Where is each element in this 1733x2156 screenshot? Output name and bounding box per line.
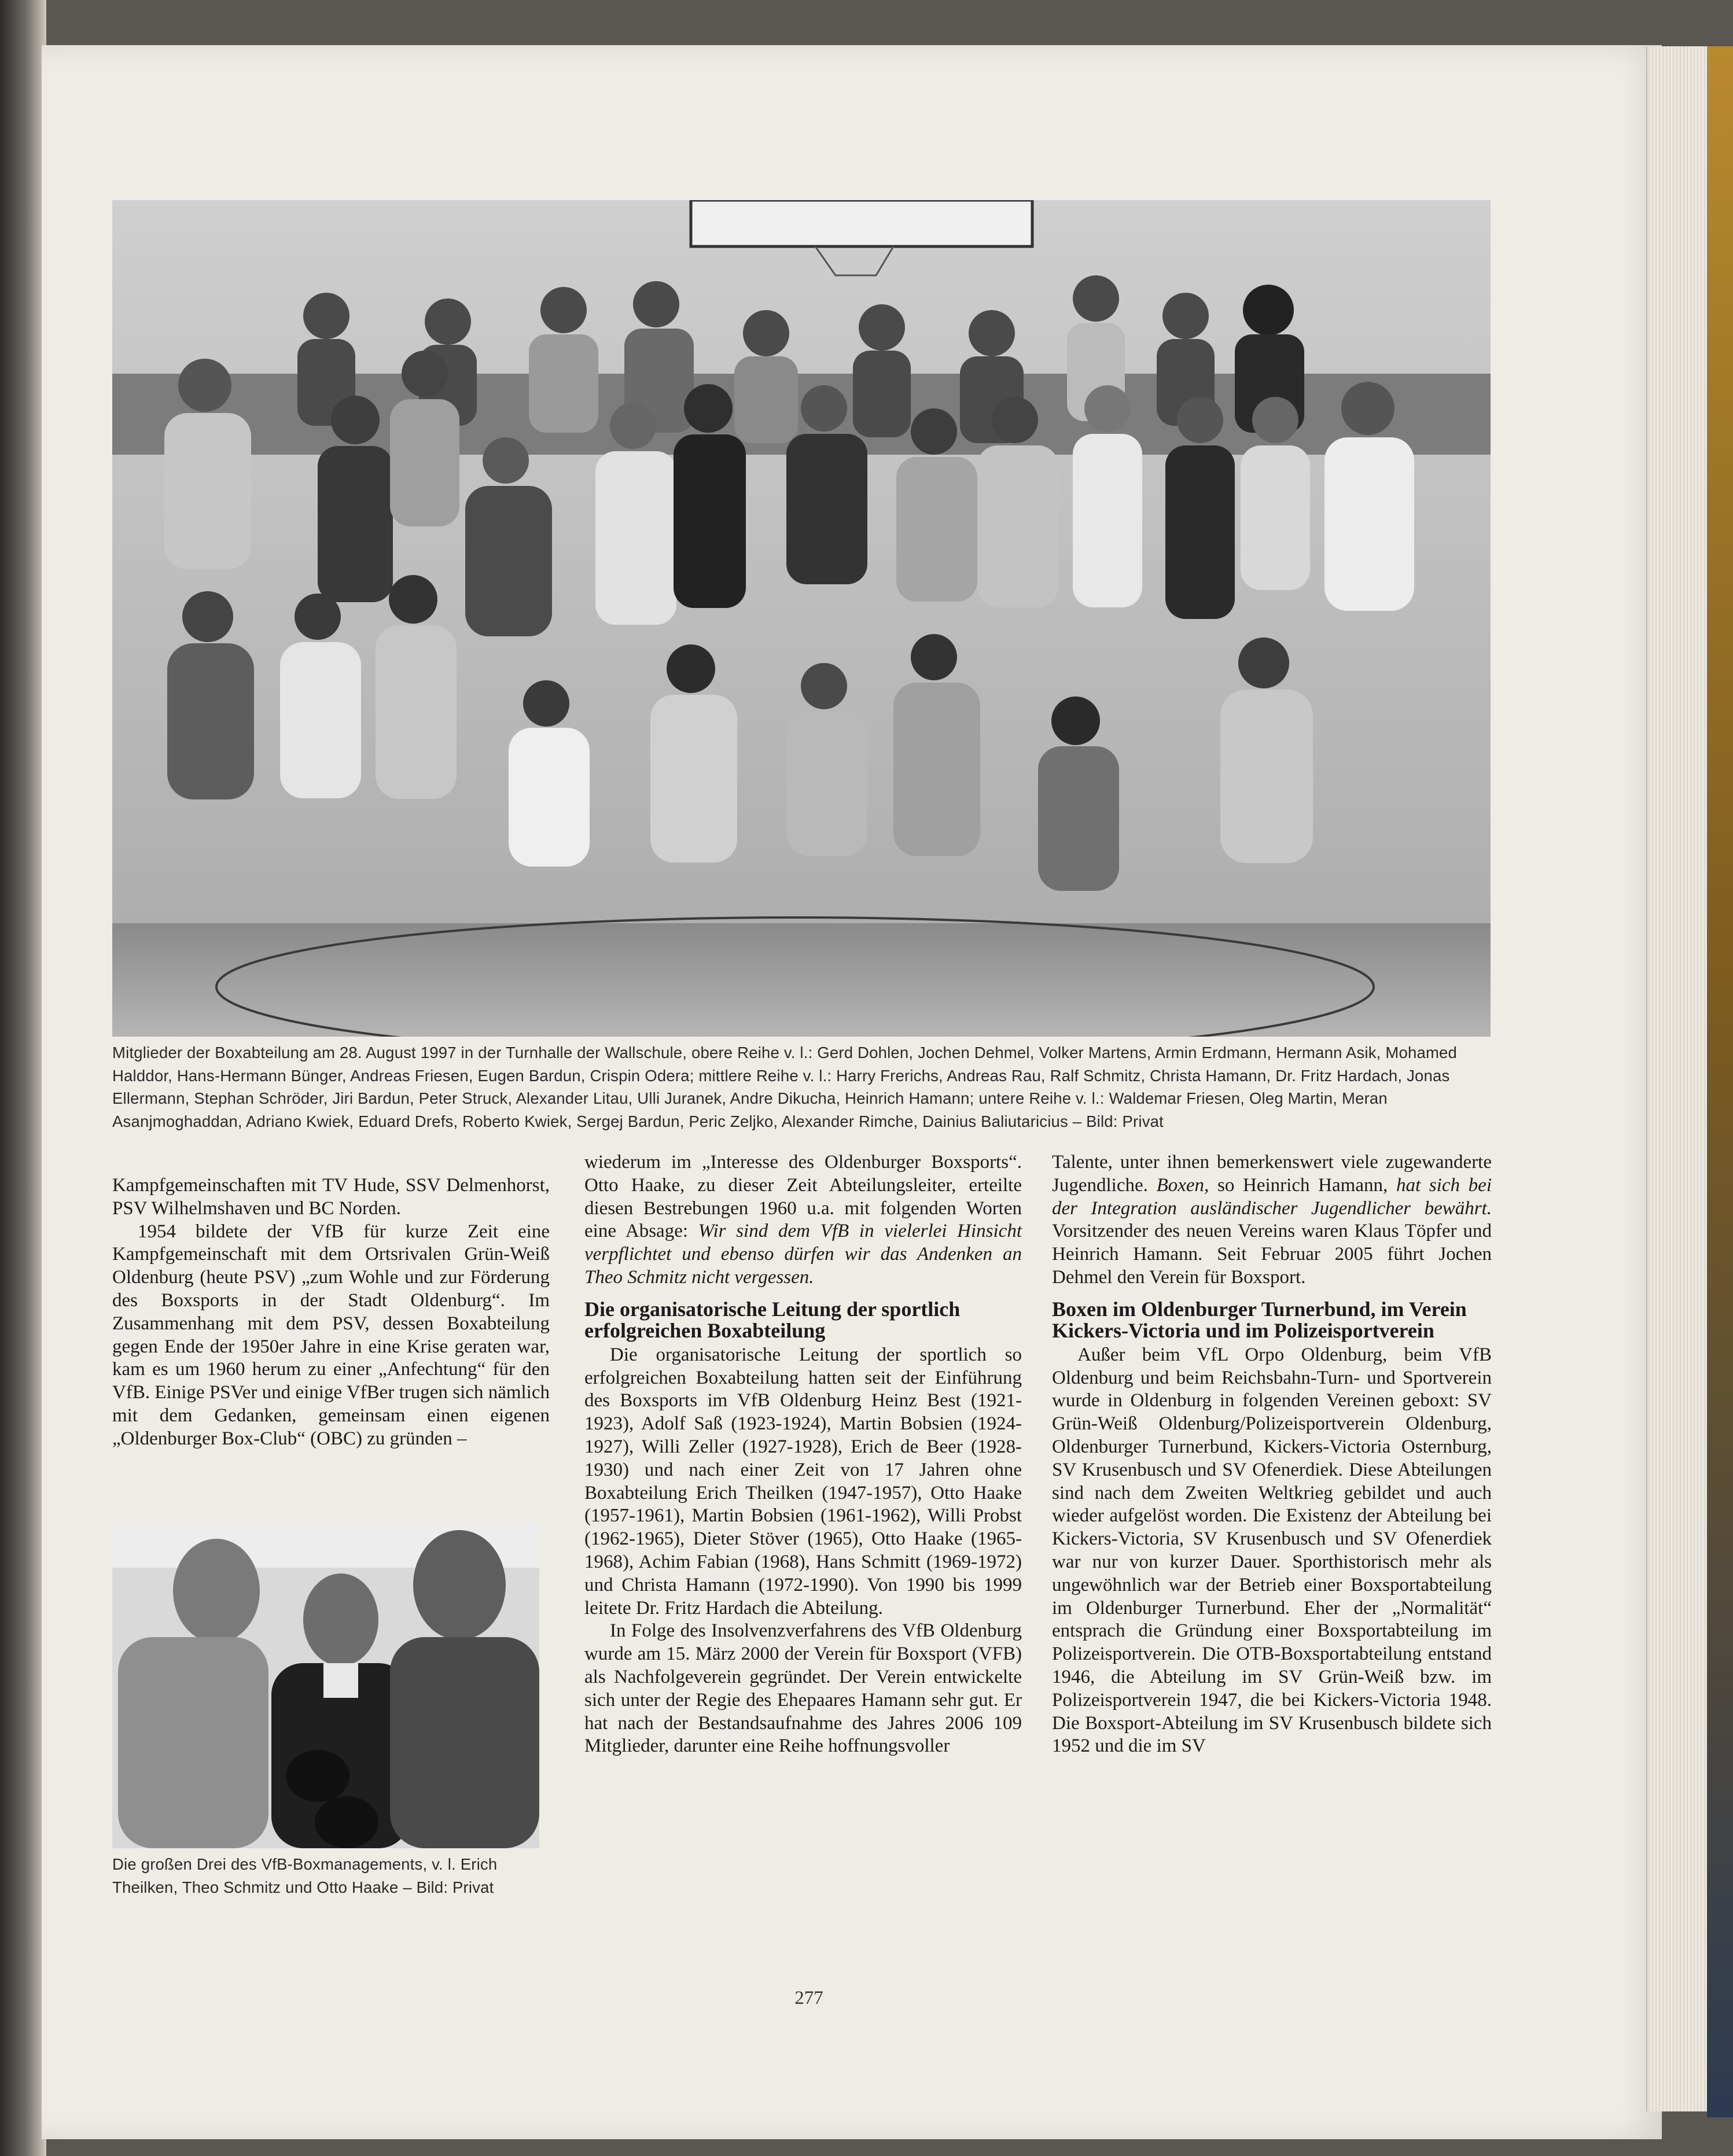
book-cover-edge xyxy=(1707,46,1733,2117)
main-photo-caption: Mitglieder der Boxabteilung am 28. August 1997 in der Turnhalle der Wallschule, obere Reihe v. l.: Gerd Dohlen, Jochen Dehmel, Volker Martens, Armin Erdmann, Hermann Asik, Mohamed Halddor, Hans-Hermann Bünger, Andreas Friesen, Eugen Bardun, Crispin Odera; mittlere Reihe v. l.: Harry Frerichs, Andreas Rau, Ralf Schmitz, Christa Hamann, Dr. Fritz Hardach, Jonas Ellermann, Stephan Schröder, Jiri Bardun, Peter Struck, Alexander Litau, Ulli Juranek, Andre Dikucha, Heinrich Hamann; untere Reihe v. l.: Waldemar Friesen, Oleg Martin, Meran Asanjmoghaddan, Adriano Kwiek, Eduard Drefs, Roberto Kwiek, Sergej Bardun, Peric Zeljko, Alexander Rimche, Dainius Baliutaricius – Bild: Privat xyxy=(112,1044,1458,1130)
section-heading: Boxen im Oldenburger Turnerbund, im Verein Kickers-Victoria und im Polizeisportverein xyxy=(1052,1297,1467,1342)
paragraph-text: wiederum im „Interesse des Oldenburger Boxsports“. Otto Haake, zu dieser Zeit Abteilungsleiter, erteilte diesen Bestrebungen 1960 u.a. mit folgenden Worten eine Absage: xyxy=(584,1152,1022,1242)
page-number: 277 xyxy=(794,1988,823,2008)
quote-text: Boxen, xyxy=(1156,1174,1209,1196)
managers-photo xyxy=(112,1521,539,1848)
paragraph-text: Vorsitzender des neuen Vereins waren Klaus Töpfer und Heinrich Hamann. Seit Februar 2005 führt Jochen Dehmel den Verein für Boxsport. xyxy=(1052,1221,1492,1288)
paragraph-text: so Heinrich Hamann, xyxy=(1209,1174,1396,1196)
text-column-3 xyxy=(1052,1151,1492,1758)
small-photo-caption: Die großen Drei des VfB-Boxmanagements, v. l. Erich Theilken, Theo Schmitz und Otto Haake – Bild: Privat xyxy=(112,1855,498,1896)
paragraph: Kampfgemeinschaften mit TV Hude, SSV Delmenhorst, PSV Wilhelmshaven und BC Norden. xyxy=(112,1175,550,1219)
quote-text: hat sich bei der Integration ausländischer Jugendlicher bewährt. xyxy=(1052,1174,1492,1219)
group-photo-boxing-team xyxy=(112,200,1491,1037)
book-gutter xyxy=(0,0,46,2156)
quote-text: Wir sind dem VfB in vielerlei Hinsicht verpflichtet und ebenso dürfen wir das Andenken an Theo Schmitz nicht vergessen. xyxy=(584,1221,1022,1288)
text-column-2 xyxy=(584,1151,1022,1758)
text-column-1 xyxy=(112,1174,550,1451)
paragraph xyxy=(1052,1151,1492,1289)
paragraph: Außer beim VfL Orpo Oldenburg, beim VfB Oldenburg und beim Reichsbahn-Turn- und Sportverein wurde in Oldenburg in folgenden Vereinen geboxt: SV Grün-Weiß Oldenburg/Polizeisportverein Oldenburg, Oldenburger Turnerbund, Kickers-Victoria Osternburg, SV Krusenbusch und SV Ofenerdiek. Diese Abteilungen sind nach dem Zweiten Weltkrieg gebildet und auch wieder aufgelöst worden. Die Existenz der Abteilung bei Kickers-Victoria, SV Krusenbusch und SV Ofenerdiek war nur von kurzer Dauer. Sporthistorisch mehr als ungewöhnlich war der Betrieb einer Boxsportabteilung im Oldenburger Turnerbund. Eher der „Normalität“ entsprach die Gründung einer Boxsportabteilung im Polizeisportverein. Die OTB-Boxsportabteilung entstand 1946, die Abteilung im SV Grün-Weiß bzw. im Polizeisportverein 1947, die bei Kickers-Victoria 1948. Die Boxsport-Abteilung im SV Krusenbusch bildete sich 1952 und die im SV xyxy=(1052,1344,1492,1757)
paragraph: 1954 bildete der VfB für kurze Zeit eine Kampfgemeinschaft mit dem Ortsrivalen Grün-Weiß Oldenburg (heute PSV) „zum Wohle und zur Förderung des Boxsports in der Stadt Oldenburg“. Im Zusammenhang mit dem PSV, dessen Boxabteilung gegen Ende der 1950er Jahre in eine Krise geraten war, kam es um 1960 herum zu einer „Anfechtung“ für den VfB. Einige PSVer und einige VfBer trugen sich nämlich mit dem Gedanken, gemeinsam einen eigenen „Oldenburger Box-Club“ (OBC) zu gründen – xyxy=(112,1221,550,1449)
paragraph-text: Talente, unter ihnen bemerkenswert viele zugewanderte Jugendliche. xyxy=(1052,1152,1492,1196)
paragraph: In Folge des Insolvenzverfahrens des VfB Oldenburg wurde am 15. März 2000 der Verein für Boxsport (VFB) als Nachfolgeverein gegründet. Der Verein entwickelte sich unter der Regie des Ehepaares Hamann sehr gut. Er hat nach der Bestandsaufnahme des Jahres 2006 109 Mitglieder, darunter eine Reihe hoffnungsvoller xyxy=(584,1620,1022,1757)
section-heading: Die organisatorische Leitung der sportlich erfolgreichen Boxabteilung xyxy=(584,1297,961,1342)
paragraph: Die organisatorische Leitung der sportlich so erfolgreichen Boxabteilung hatten seit der Einführung des Boxsports im VfB Oldenburg Heinz Best (1921-1923), Adolf Saß (1923-1924), Martin Bobsien (1924-1927), Willi Zeller (1927-1928), Erich de Beer (1928-1930) und nach einer Zeit von 17 Jahren ohne Boxabteilung Erich Theilken (1947-1957), Otto Haake (1957-1961), Martin Bobsien (1961-1962), Willi Probst (1962-1965), Dieter Stöver (1965), Otto Haake (1965-1968), Achim Fabian (1968), Hans Schmitt (1969-1972) und Christa Hamann (1972-1990). Von 1990 bis 1999 leitete Dr. Fritz Hardach die Abteilung. xyxy=(584,1344,1022,1619)
paragraph xyxy=(584,1151,1022,1289)
page-stack-edge xyxy=(1646,46,1711,2111)
